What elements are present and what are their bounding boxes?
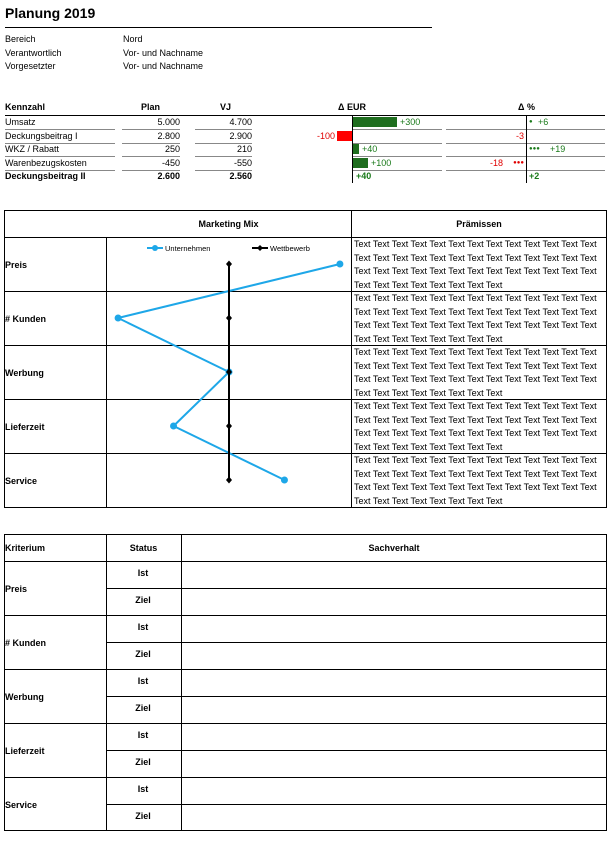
praemissen-text: Text Text Text Text Text Text Text Text Text Text Text Text Text Text Text Text Text Text Text Text Text Text Text Text Text Text Text Text Text Text Text Text Text Text Text Text Text Text Text Text Text Text Text Text Text Text Text <box>354 293 597 344</box>
delta-pct-label: -18 <box>489 157 503 168</box>
status-ist: Ist <box>137 676 149 686</box>
point-unternehmen-4 <box>281 477 288 484</box>
kpi-name: WKZ / Rabatt <box>5 144 60 154</box>
kpi-plan: 2.600 <box>157 171 180 181</box>
point-wettbewerb-0 <box>226 261 232 268</box>
delta-eur-label: +40 <box>356 171 372 181</box>
mm-col-divider-2 <box>351 210 352 508</box>
criteria-row-rule <box>4 669 607 670</box>
criteria-header-kriterium: Kriterium <box>5 543 46 553</box>
status-ziel: Ziel <box>135 595 151 605</box>
info-label: Bereich <box>5 34 36 44</box>
status-ist: Ist <box>137 622 149 632</box>
kpi-header-vj: VJ <box>220 102 232 112</box>
page-title: Planung 2019 <box>5 5 96 21</box>
delta-pct-dots: ● <box>529 119 533 125</box>
kpi-header-kennzahl: Kennzahl <box>5 102 46 112</box>
info-value: Vor- und Nachname <box>123 61 204 71</box>
criteria-row-label: Lieferzeit <box>5 746 45 756</box>
mm-row-label: Werbung <box>5 368 44 378</box>
delta-eur-label: +300 <box>400 117 421 127</box>
praemissen-text: Text Text Text Text Text Text Text Text Text Text Text Text Text Text Text Text Text Text Text Text Text Text Text Text Text Text Text Text Text Text Text Text Text Text Text Text Text Text Text Text Text Text Text Text Text Text Text <box>354 401 597 452</box>
praemissen-text: Text Text Text Text Text Text Text Text Text Text Text Text Text Text Text Text Text Text Text Text Text Text Text Text Text Text Text Text Text Text Text Text Text Text Text Text Text Text Text Text Text Text Text Text Text Text Text <box>354 455 597 506</box>
status-ziel: Ziel <box>135 703 151 713</box>
kpi-plan: 250 <box>164 144 180 154</box>
kpi-name: Warenbezugskosten <box>5 157 87 168</box>
delta-eur-bar <box>353 144 359 154</box>
kpi-header-delta-eur: Δ EUR <box>338 102 366 112</box>
info-label: Verantwortlich <box>5 47 62 58</box>
legend-label-wettbewerb: Wettbewerb <box>270 244 310 253</box>
kpi-delta-eur-axis <box>352 115 353 183</box>
criteria-header-sachverhalt: Sachverhalt <box>368 543 420 553</box>
kpi-plan: 5.000 <box>157 117 180 127</box>
delta-eur-label: +100 <box>371 157 392 168</box>
delta-eur-bar <box>353 117 397 127</box>
status-ziel: Ziel <box>135 811 151 821</box>
info-value: Nord <box>123 34 143 44</box>
mm-row-label: Lieferzeit <box>5 422 45 432</box>
kpi-vj: 2.900 <box>229 130 252 141</box>
mm-row-label: # Kunden <box>5 314 47 324</box>
status-ist: Ist <box>137 730 149 740</box>
kpi-vj: 210 <box>236 144 252 154</box>
info-label: Vorgesetzter <box>5 61 56 71</box>
kpi-name: Umsatz <box>5 117 36 127</box>
delta-pct-label: -3 <box>515 130 524 141</box>
mm-row-label: Preis <box>5 260 28 270</box>
kpi-row <box>0 170 611 183</box>
status-ist: Ist <box>137 568 149 578</box>
kpi-row <box>0 116 611 129</box>
delta-pct-label: +19 <box>550 144 566 154</box>
point-unternehmen-1 <box>115 315 122 322</box>
criteria-sub-rule <box>106 588 607 589</box>
point-unternehmen-0 <box>336 261 343 268</box>
kpi-name: Deckungsbeitrag II <box>5 171 86 181</box>
kpi-vj: 2.560 <box>229 171 252 181</box>
sachverhalt-cell[interactable] <box>182 589 606 615</box>
kpi-vj: 4.700 <box>229 117 252 127</box>
sachverhalt-cell[interactable] <box>182 778 606 804</box>
point-wettbewerb-1 <box>226 315 232 322</box>
kpi-row <box>0 130 611 143</box>
praemissen-text: Text Text Text Text Text Text Text Text Text Text Text Text Text Text Text Text Text Text Text Text Text Text Text Text Text Text Text Text Text Text Text Text Text Text Text Text Text Text Text Text Text Text Text Text Text Text Text <box>354 239 597 290</box>
delta-eur-label: +40 <box>362 144 378 154</box>
criteria-row-rule <box>4 615 607 616</box>
delta-pct-dots: ●●● <box>513 159 524 166</box>
mm-row-label: Service <box>5 476 38 486</box>
delta-pct-dots: ●●● <box>529 146 540 152</box>
criteria-row-label: Werbung <box>5 692 44 702</box>
sachverhalt-cell[interactable] <box>182 616 606 642</box>
kpi-vj: -550 <box>233 157 252 168</box>
legend-label-unternehmen: Unternehmen <box>165 244 211 253</box>
sachverhalt-cell[interactable] <box>182 724 606 750</box>
delta-pct-label: +2 <box>529 171 540 181</box>
criteria-row-rule <box>4 723 607 724</box>
kpi-name: Deckungsbeitrag I <box>5 130 78 141</box>
criteria-row-rule <box>4 777 607 778</box>
sachverhalt-cell[interactable] <box>182 697 606 723</box>
praemissen-text: Text Text Text Text Text Text Text Text Text Text Text Text Text Text Text Text Text Text Text Text Text Text Text Text Text Text Text Text Text Text Text Text Text Text Text Text Text Text Text Text Text Text Text Text Text Text Text <box>354 347 597 398</box>
criteria-sub-rule <box>106 750 607 751</box>
status-ist: Ist <box>137 784 149 794</box>
status-ziel: Ziel <box>135 757 151 767</box>
title-divider <box>5 27 432 28</box>
praemissen-title: Prämissen <box>456 219 502 229</box>
point-wettbewerb-3 <box>226 423 232 430</box>
kpi-delta-pct-axis <box>526 115 527 183</box>
criteria-sub-rule <box>106 804 607 805</box>
sachverhalt-cell[interactable] <box>182 643 606 669</box>
marketing-mix-title: Marketing Mix <box>198 219 259 229</box>
criteria-sub-rule <box>106 696 607 697</box>
criteria-sub-rule <box>106 642 607 643</box>
kpi-header-plan: Plan <box>141 102 161 112</box>
legend-marker-unternehmen <box>152 245 158 251</box>
criteria-header-status: Status <box>129 543 158 553</box>
kpi-header-delta-pct: Δ % <box>518 102 535 112</box>
delta-eur-bar <box>353 158 368 168</box>
kpi-plan: 2.800 <box>157 130 180 141</box>
criteria-row-label: # Kunden <box>5 638 47 648</box>
sachverhalt-cell[interactable] <box>182 751 606 777</box>
kpi-plan: -450 <box>161 157 180 168</box>
kpi-row <box>0 157 611 170</box>
point-wettbewerb-4 <box>226 477 232 484</box>
delta-eur-label: -100 <box>316 130 335 141</box>
criteria-row-label: Preis <box>5 584 28 594</box>
status-ziel: Ziel <box>135 649 151 659</box>
legend-marker-wettbewerb <box>257 245 263 251</box>
delta-eur-bar <box>337 131 352 141</box>
info-value: Vor- und Nachname <box>123 47 204 58</box>
kpi-row <box>0 143 611 156</box>
point-unternehmen-3 <box>170 423 177 430</box>
criteria-row-label: Service <box>5 800 38 810</box>
marketing-mix-chart <box>107 238 351 508</box>
sachverhalt-cell[interactable] <box>182 562 606 588</box>
sachverhalt-cell[interactable] <box>182 805 606 831</box>
delta-pct-label: +6 <box>538 117 549 127</box>
sachverhalt-cell[interactable] <box>182 670 606 696</box>
